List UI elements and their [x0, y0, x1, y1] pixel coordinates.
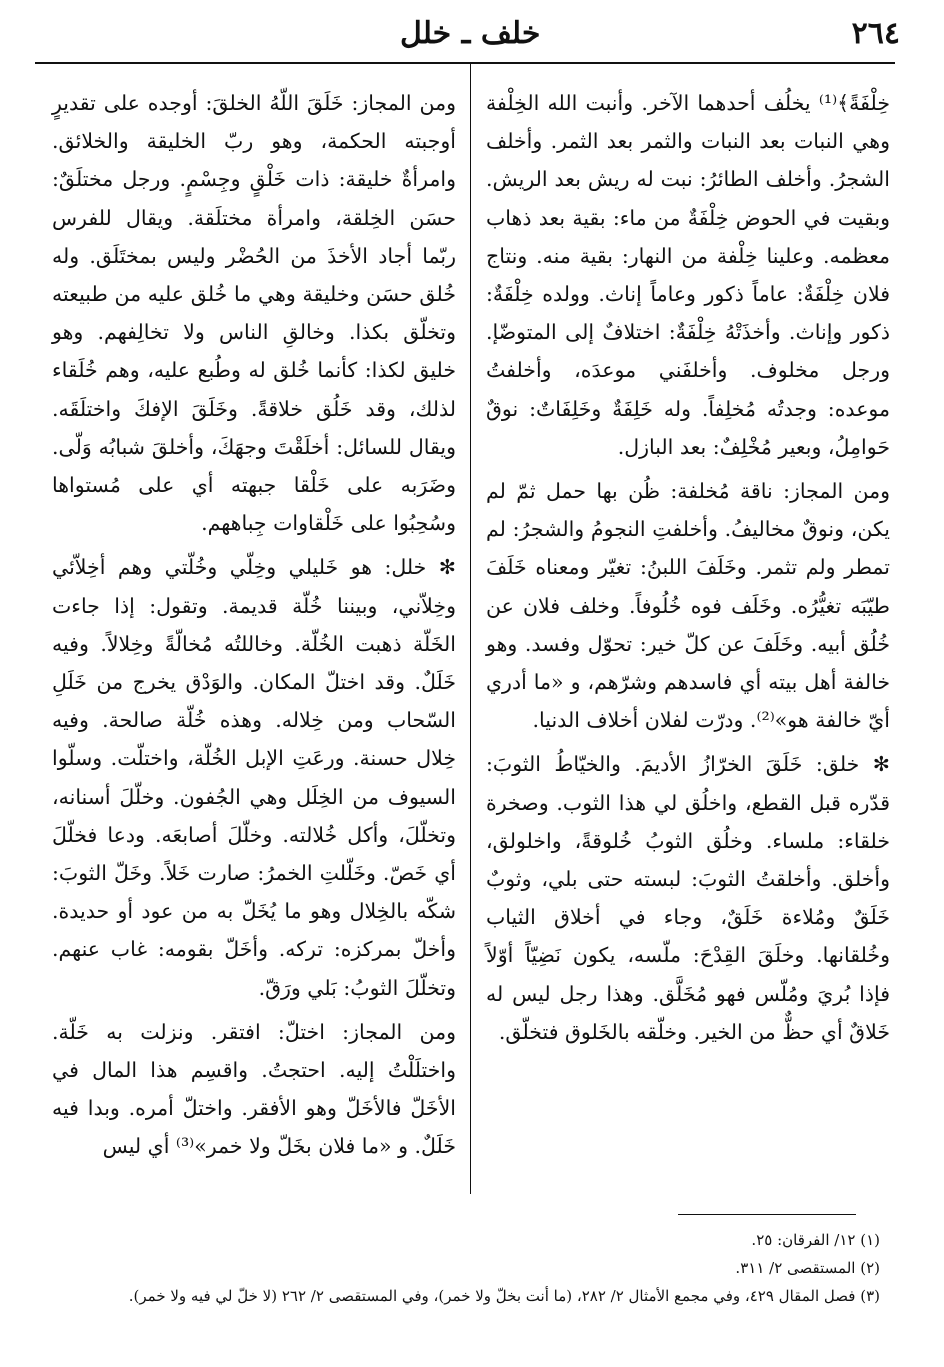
page-number: ٢٦٤: [851, 16, 900, 51]
footnote: (٢) المستقصى ٢/ ٣١١.: [735, 1259, 880, 1277]
header-rule: [35, 62, 895, 64]
entry-paragraph: ومن المجاز: خَلَقَ اللّهُ الخلقَ: أوجده على تقديرٍ أوجبته الحكمة، وهو ربّ الخليقة والخلائق. وامرأةٌ خليقة: ذات خَلْقٍ وجِسْمٍ. ورجل مختلَقٌ: حسَن الخِلقة، وامرأة مختلَقة. ويقال للفرس ربّما أجاد الأخذَ من الحُضْر وليس بمختَلَق. وله خُلق حسَن وخليقة وهي ما خُلق عليه من طبيعته وتخلّق بكذا. وخالقِ الناس ولا تخالِفهم. وهو خليق لكذا: كأنما خُلق له وطُبع عليه، وهم خُلَقاء لذلك، وقد خَلُق خلاقةً. وخَلَقَ الإفكَ واختلَقَه. ويقال للسائل: أخلَقْتَ وجهَكَ، وأخلقَ شبابُه وَلّى. وضَرَبه على خَلْقا جبهته أي على مُستواها وسُحِبُوا على خَلْقاوات جِباههم.: [52, 91, 456, 536]
entry-paragraph: ✻ خلق: خَلَقَ الخرّازُ الأديمَ. والخيّاطُ الثوبَ: قدّره قبل القطع، واخلُق لي هذا الثوب. وصخرة خلقاء: ملساء. وخلُق الثوبُ خُلوقةً، واخلولق، وأخلق. وأخلقتُ الثوبَ: لبسته حتى بلي، وثوبٌ خَلَقٌ ومُلاءة خَلَقٌ، وجاء في أخلاق الثياب وخُلقانها. وخلَقَ القِدْحَ: ملّسه، يكون نَضِيّاً أوّلاً فإذا بُريَ ومُلّس فهو مُخَلَّق. وهذا رجل ليس له خَلاقٌ أي حظٌّ من الخير. وخلّقه بالخَلوق فتخلّق.: [486, 752, 890, 1044]
entry-paragraph: ✻ خلل: هو خَليلي وخِلّي وخُلّتي وهم أخِلاّئي وخِلاّني، وبيننا خُلّة قديمة. وتقول: إذا جاءت الخَلّة ذهبت الخُلّة. وخاللتُه مُخالّةً وخِلالاً. وفيه خَلَلٌ. وقد اختلّ المكان. والوَدْق يخرج من خَلَلِ السّحاب ومن خِلاله. وهذه خُلّة صالحة. وفيه خِلال حسنة. ورعَتِ الإبل الخُلّة، واختلّت. وسلّوا السيوف من الخِلَل وهي الجُفون. وخلّلَ أسنانه، وتخلّلَ، وأكل خُلالته. وخلّلَ أصابعَه. ودعا فخلّلَ أي خَصّ. وخَلّلتِ الخمرُ: صارت خَلاً. وخَلّ الثوبَ: شكّه بالخِلال وهو ما يُخَلّ به من عود أو حديدة. وأخلّ بمركزه: تركه. وأخَلّ بقومه: غاب عنهم. وتخلّلَ الثوبُ: بَلي ورَقّ.: [52, 555, 456, 1000]
page-header: [40, 12, 900, 62]
footnote: (١) ١٢/ الفرقان: ٢٥.: [751, 1231, 880, 1249]
entry-paragraph: خِلْفَةً﴾⁽¹⁾ يخلُف أحدهما الآخر. وأنبت الله الخِلْفة وهي النبات بعد النبات والثمر بعد الثمر. وأخلف الشجرُ. وأخلف الطائرُ: نبت له ريش بعد الريش. وبقيت في الحوض خِلْفَةٌ من ماء: بقية بعد ذهاب معظمه. وعلينا خِلْفة من النهار: بقية منه. ونتاج فلان خِلْفَةٌ: عاماً ذكور وعاماً إناث. وولده خِلْفَةٌ: ذكور وإناث. وأخذَتْهُ خِلْفَةٌ: اختلافٌ إلى المتوضّإ. ورجل مخلوف. وأخلفَني موعدَه، وأخلفتُ موعده: وجدتُه مُخلِفاً. وله خَلِفَةٌ وخَلِفَاتٌ: نوقٌ حَوامِلُ، وبعير مُخْلِفٌ: بعد البازل.: [486, 91, 890, 459]
left-column: [52, 84, 456, 1172]
column-divider: [470, 64, 471, 1194]
running-title: خلف ـ خلل: [400, 16, 541, 51]
footnote-rule: [678, 1214, 856, 1215]
entry-paragraph: ومن المجاز: ناقة مُخلفة: ظُن بها حمل ثمّ لم يكن، ونوقٌ مخاليفُ. وأخلفتِ النجومُ والشجرُ: لم تمطر ولم تثمر. وخَلَفَ اللبنُ: تغيّر ومعناه خَلَفَ طيّبَه تغيُّرُه. وخَلَف فوه خُلُوفاً. وخلف فلان عن خُلُق أبيه. وخَلَفَ عن كلّ خير: تحوّل وفسد. وهو خالفة أهل بيته أي فاسدهم وشرّهم، و «ما أدري أيّ خالفة هو»⁽²⁾. ودرّت لفلان أخلاف الدنيا.: [486, 479, 890, 733]
footnote: (٣) فصل المقال ٤٢٩، وفي مجمع الأمثال ٢/ ٢٨٢، (ما أنت بخلّ ولا خمر)، وفي المستقصى ٢/ ٢٦٢ (لا خلّ لي فيه ولا خمر).: [128, 1287, 880, 1305]
footnotes: [60, 1226, 880, 1310]
right-column: [486, 84, 890, 1057]
entry-paragraph: ومن المجاز: اختلّ: افتقر. ونزلت به خَلّة. واختلَلْتُ إليه. احتجتُ. واقسِم هذا المال في الأخَلّ فالأخَلّ وهو الأفقر. واختلّ أمره. وبدا فيه خَلَلٌ. و «ما فلان بخَلّ ولا خمر»⁽³⁾ أي ليس: [52, 1019, 456, 1159]
